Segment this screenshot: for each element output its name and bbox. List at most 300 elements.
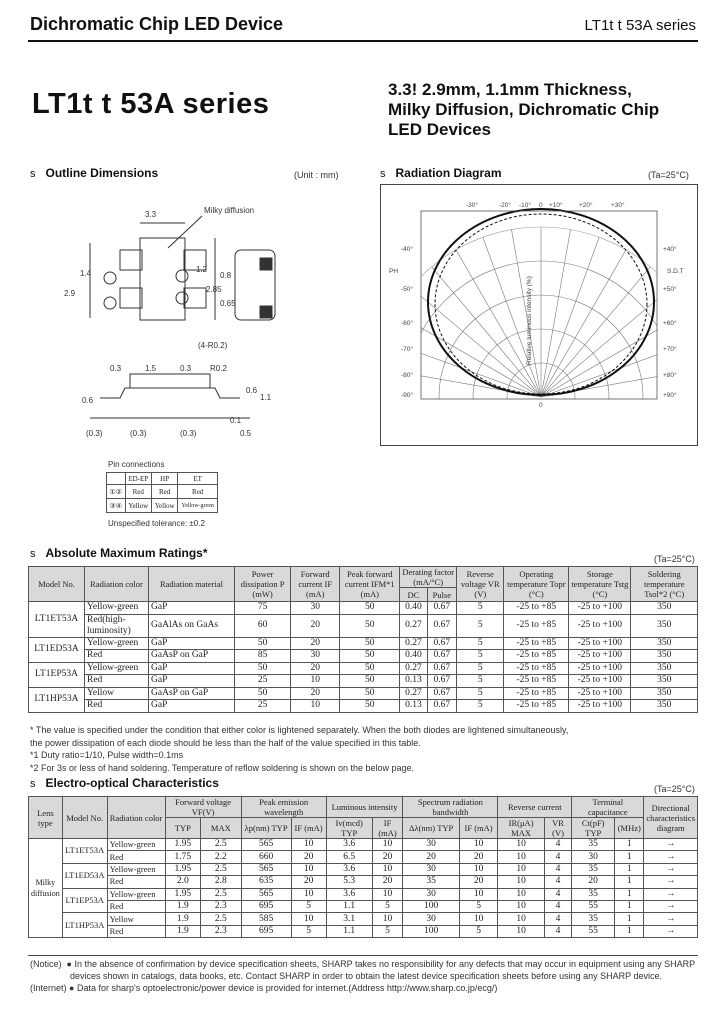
amr-cell-dc: 0.27: [400, 662, 427, 675]
eo-cell-if2: 10: [372, 888, 403, 900]
angle-label: -30°: [466, 202, 478, 209]
amr-condition: (Ta=25°C): [654, 554, 695, 564]
amr-cell-tsol: 350: [631, 662, 698, 675]
side-pad-top: [260, 258, 272, 270]
amr-cell-model: LT1ED53A: [29, 637, 85, 662]
radiation-diagram-box: [380, 184, 698, 446]
dim-065: 0.65: [220, 299, 236, 308]
amr-cell-p: 75: [235, 602, 291, 615]
eo-cell-vr: 4: [544, 876, 571, 888]
subtitle-line-3: LED Devices: [388, 120, 491, 139]
amr-cell-tsol: 350: [631, 687, 698, 700]
amr-cell-mat: GaP: [149, 700, 235, 713]
eo-cell-if2: 20: [372, 876, 403, 888]
eo-cell-if3: 5: [459, 900, 498, 912]
amr-row: [29, 700, 698, 713]
eo-cell-vf_typ: 1.9: [165, 925, 200, 937]
angle-label: +10°: [549, 202, 563, 209]
amr-th-topr: Operating temperature Topr (°C): [504, 567, 569, 602]
eo-cell-if3: 5: [459, 925, 498, 937]
pad-2: [120, 288, 142, 308]
angle-label: -60°: [401, 320, 413, 327]
eo-cell-vr: 4: [544, 888, 571, 900]
dim-285: 2.85: [206, 285, 222, 294]
eo-cell-color: Red: [107, 851, 165, 863]
eo-cell-sw: 35: [403, 876, 459, 888]
dim-14: 1.4: [80, 269, 92, 278]
eo-th-mhz: (MHz): [615, 818, 644, 839]
amr-cell-if: 20: [291, 637, 340, 650]
tolerance-note: Unspecified tolerance: ±0.2: [108, 519, 205, 528]
eo-th-vr: VR (V): [544, 818, 571, 839]
amr-th-dc: DC: [400, 588, 427, 602]
amr-cell-if: 20: [291, 687, 340, 700]
amr-th-p: Power dissipation P (mW): [235, 567, 291, 602]
eo-cell-dir: →: [644, 863, 698, 875]
amr-cell-topr: -25 to +85: [504, 700, 569, 713]
amr-cell-mat: GaP: [149, 675, 235, 688]
dim-h06: 0.6: [82, 396, 94, 405]
pin-label: ③④: [107, 499, 126, 513]
eo-cell-vr: 4: [544, 925, 571, 937]
dim-r012: (4-R0.2): [198, 341, 228, 350]
eo-cell-vf_typ: 1.95: [165, 888, 200, 900]
eo-cell-ir: 10: [498, 863, 544, 875]
eo-th-lp: Peak emission wavelength: [241, 797, 326, 818]
eo-cell-if1: 20: [291, 851, 326, 863]
amr-cell-if: 10: [291, 700, 340, 713]
dim-o03: (0.3): [86, 429, 103, 438]
amr-note: *2 For 3s or less of hand soldering. Temperature of reflow soldering is shown on the below page.: [30, 762, 415, 773]
eo-cell-dir: →: [644, 888, 698, 900]
eo-cell-ct: 30: [572, 851, 615, 863]
amr-row: [29, 687, 698, 700]
eo-th-ct-typ: Ct(pF) TYP: [572, 818, 615, 839]
amr-cell-ifm: 50: [340, 700, 400, 713]
amr-cell-tstg: -25 to +100: [569, 614, 631, 637]
eo-cell-if3: 10: [459, 863, 498, 875]
eo-cell-ct: 35: [572, 913, 615, 925]
angle-label: +40°: [663, 246, 677, 253]
amr-cell-tsol: 350: [631, 602, 698, 615]
eo-cell-ct: 35: [572, 888, 615, 900]
eo-th-ir-max: IR(μA) MAX: [498, 818, 544, 839]
amr-table: [28, 566, 698, 713]
amr-cell-p: 25: [235, 675, 291, 688]
eo-cell-vr: 4: [544, 863, 571, 875]
header-title: Dichromatic Chip LED Device: [30, 14, 284, 34]
eo-cell-lens: Milky diffusion: [29, 839, 63, 938]
angle-label: +80°: [663, 372, 677, 379]
axis-label: Relative luminous intensity (%): [526, 276, 533, 365]
page-subtitle: [388, 80, 708, 140]
eo-row: [29, 888, 698, 900]
radiation-diagram: [381, 185, 697, 445]
amr-cell-dc: 0.40: [400, 602, 427, 615]
eo-cell-vf_max: 2.5: [200, 913, 241, 925]
eo-cell-lp: 695: [241, 925, 291, 937]
eo-cell-vf_max: 2.2: [200, 851, 241, 863]
bullet: s: [30, 168, 36, 180]
eo-heading: [30, 776, 219, 790]
internet-text: ● Data for sharp's optoelectronic/power device is provided for internet.(Address http://www.sharp.co.jp/ecg/): [69, 983, 498, 993]
top-view-body: [140, 238, 185, 320]
eo-cell-ir: 10: [498, 839, 544, 851]
amr-cell-topr: -25 to +85: [504, 602, 569, 615]
pin-connections-title: Pin connections: [108, 460, 165, 469]
page-title: LT1t t 53A series: [32, 88, 270, 120]
eo-th-model: Model No.: [62, 797, 107, 839]
eo-cell-sw: 30: [403, 839, 459, 851]
amr-cell-vr: 5: [457, 662, 504, 675]
amr-cell-if: 20: [291, 662, 340, 675]
eo-cell-iv: 6.5: [326, 851, 372, 863]
amr-th-tsol: Soldering temperature Tsol*2 (°C): [631, 567, 698, 602]
amr-cell-vr: 5: [457, 687, 504, 700]
eo-cell-ir: 10: [498, 925, 544, 937]
eo-cell-vf_max: 2.5: [200, 863, 241, 875]
amr-cell-tstg: -25 to +100: [569, 650, 631, 663]
amr-cell-color: Red: [85, 675, 149, 688]
dim-h06b: 0.6: [246, 386, 258, 395]
subtitle-line-2: Milky Diffusion, Dichromatic Chip: [388, 100, 660, 119]
angle-label: -10°: [519, 202, 531, 209]
amr-th-pulse: Pulse: [427, 588, 457, 602]
eo-cell-vf_typ: 1.95: [165, 839, 200, 851]
amr-body: [29, 602, 698, 713]
amr-cell-tstg: -25 to +100: [569, 675, 631, 688]
amr-note: * The value is specified under the condition that either color is lightened separately. When the both diodes are lightened simultaneously,: [30, 725, 569, 735]
notice-text-2: devices shown in catalogs, data books, etc. Contact SHARP in order to obtain the latest device specification sheets before using any SHARP device.: [70, 971, 663, 981]
eo-cell-ir: 10: [498, 900, 544, 912]
pin-mark-1: [104, 272, 116, 284]
eo-cell-vf_typ: 1.75: [165, 851, 200, 863]
angle-label: -20°: [499, 202, 511, 209]
eo-cell-if1: 10: [291, 888, 326, 900]
eo-th-vf: Forward voltage VF(V): [165, 797, 241, 818]
amr-row: [29, 602, 698, 615]
dim-b15: 1.5: [145, 364, 157, 373]
angle-label: -70°: [401, 346, 413, 353]
amr-cell-tstg: -25 to +100: [569, 602, 631, 615]
eo-row: [29, 839, 698, 851]
amr-cell-pulse: 0.67: [427, 637, 457, 650]
eo-cell-model: LT1HP53A: [62, 913, 107, 938]
amr-cell-dc: 0.13: [400, 700, 427, 713]
eo-cell-ir: 10: [498, 913, 544, 925]
amr-cell-mat: GaP: [149, 602, 235, 615]
amr-cell-ifm: 50: [340, 662, 400, 675]
amr-note: the power dissipation of each diode should be less than the half of the value specified in this table.: [30, 737, 421, 748]
angle-label: -50°: [401, 286, 413, 293]
eo-cell-sw: 30: [403, 913, 459, 925]
eo-cell-ir: 10: [498, 876, 544, 888]
angle-label: +70°: [663, 346, 677, 353]
eo-cell-if2: 5: [372, 900, 403, 912]
eo-cell-ir: 10: [498, 851, 544, 863]
amr-cell-color: Yellow-green: [85, 662, 149, 675]
header-series: LT1t t 53A series: [584, 17, 696, 34]
amr-th-derate: Derating factor (mA/°C): [400, 567, 457, 588]
pin-mark-2: [104, 297, 116, 309]
eo-body: [29, 839, 698, 938]
amr-cell-ifm: 50: [340, 650, 400, 663]
pin-cell: Yellow-green: [178, 499, 218, 513]
eo-row: [29, 913, 698, 925]
angle-label: +20°: [579, 202, 593, 209]
eo-cell-ct: 55: [572, 925, 615, 937]
amr-cell-mat: GaAsP on GaP: [149, 687, 235, 700]
amr-cell-p: 85: [235, 650, 291, 663]
eo-cell-mhz: 1: [615, 839, 644, 851]
amr-cell-dc: 0.27: [400, 614, 427, 637]
eo-th-lens: Lens type: [29, 797, 63, 839]
amr-row: [29, 662, 698, 675]
amr-cell-ifm: 50: [340, 602, 400, 615]
dim-h11: 1.1: [260, 393, 272, 402]
eo-cell-mhz: 1: [615, 913, 644, 925]
amr-cell-ifm: 50: [340, 637, 400, 650]
amr-th-model: Model No.: [29, 567, 85, 602]
amr-th-tstg: Storage temperature Tstg (°C): [569, 567, 631, 602]
eo-cell-if3: 20: [459, 851, 498, 863]
amr-cell-tsol: 350: [631, 637, 698, 650]
eo-cell-sw: 100: [403, 900, 459, 912]
eo-cell-mhz: 1: [615, 900, 644, 912]
amr-notes: [30, 724, 710, 774]
pin-header-blank: [107, 473, 126, 485]
amr-cell-tsol: 350: [631, 650, 698, 663]
amr-row: [29, 637, 698, 650]
eo-cell-if3: 10: [459, 888, 498, 900]
profile-view: [100, 388, 240, 398]
eo-cell-vr: 4: [544, 900, 571, 912]
eo-cell-lp: 635: [241, 876, 291, 888]
eo-th-lp-typ: λp(nm) TYP: [241, 818, 291, 839]
eo-cell-vf_max: 2.3: [200, 925, 241, 937]
angle-label: -90°: [401, 392, 413, 399]
amr-cell-mat: GaAsP on GaP: [149, 650, 235, 663]
pin-cell: Red: [151, 485, 177, 499]
eo-cell-if1: 20: [291, 876, 326, 888]
eo-cell-iv: 3.6: [326, 888, 372, 900]
pin-cell: Yellow: [125, 499, 151, 513]
eo-cell-dir: →: [644, 900, 698, 912]
eo-cell-lp: 565: [241, 888, 291, 900]
dim-i03: (0.3): [130, 429, 147, 438]
pin-cell: Yellow: [151, 499, 177, 513]
dim-h05: 0.5: [240, 429, 252, 438]
eo-row: [29, 851, 698, 863]
amr-note: *1 Duty ratio=1/10, Pulse width=0.1ms: [30, 750, 184, 760]
pin-cell: Red: [125, 485, 151, 499]
amr-cell-mat: GaP: [149, 662, 235, 675]
amr-cell-vr: 5: [457, 650, 504, 663]
footer: [30, 958, 710, 994]
angle-label: -40°: [401, 246, 413, 253]
eo-th-max: MAX: [200, 818, 241, 839]
eo-th-ir: Reverse current: [498, 797, 572, 818]
amr-cell-p: 60: [235, 614, 291, 637]
dim-milky: Milky diffusion: [204, 206, 255, 215]
eo-cell-if3: 10: [459, 839, 498, 851]
amr-cell-tstg: -25 to +100: [569, 687, 631, 700]
pad-4: [184, 288, 206, 308]
eo-th-dir: Directional characteristics diagram: [644, 797, 698, 839]
amr-cell-pulse: 0.67: [427, 662, 457, 675]
eo-cell-lp: 695: [241, 900, 291, 912]
eo-cell-color: Red: [107, 900, 165, 912]
amr-cell-topr: -25 to +85: [504, 687, 569, 700]
bullet: s: [30, 548, 36, 560]
amr-cell-pulse: 0.67: [427, 602, 457, 615]
radiation-heading: [380, 166, 502, 180]
eo-cell-if2: 10: [372, 839, 403, 851]
angle-label: +60°: [663, 320, 677, 327]
pin-mark-3: [176, 292, 188, 304]
eo-cell-iv: 1.1: [326, 925, 372, 937]
angle-label: +50°: [663, 286, 677, 293]
amr-cell-topr: -25 to +85: [504, 614, 569, 637]
amr-cell-vr: 5: [457, 700, 504, 713]
amr-cell-color: Red(high-luminosity): [85, 614, 149, 637]
eo-cell-vf_max: 2.3: [200, 900, 241, 912]
outline-unit: (Unit : mm): [294, 170, 339, 180]
dim-b03a: 0.3: [110, 364, 122, 373]
pin-cell: Red: [178, 485, 218, 499]
eo-cell-if2: 5: [372, 925, 403, 937]
amr-cell-tstg: -25 to +100: [569, 637, 631, 650]
amr-th-color: Radiation color: [85, 567, 149, 602]
amr-cell-tstg: -25 to +100: [569, 662, 631, 675]
eo-row: [29, 876, 698, 888]
header-rule: [28, 40, 698, 42]
eo-cell-sw: 30: [403, 888, 459, 900]
amr-cell-pulse: 0.67: [427, 687, 457, 700]
eo-row: [29, 925, 698, 937]
amr-cell-model: LT1HP53A: [29, 687, 85, 712]
amr-cell-color: Yellow-green: [85, 602, 149, 615]
eo-th-typ: TYP: [165, 818, 200, 839]
pin-mark-4: [176, 270, 188, 282]
dim-r02: R0.2: [210, 364, 227, 373]
eo-cell-lp: 565: [241, 839, 291, 851]
amr-cell-tsol: 350: [631, 614, 698, 637]
eo-row: [29, 900, 698, 912]
eo-cell-vr: 4: [544, 839, 571, 851]
dim-33: 3.3: [145, 210, 157, 219]
amr-cell-vr: 5: [457, 614, 504, 637]
amr-cell-model: LT1EP53A: [29, 662, 85, 687]
amr-cell-p: 50: [235, 637, 291, 650]
eo-cell-dir: →: [644, 876, 698, 888]
amr-cell-tsol: 350: [631, 675, 698, 688]
eo-cell-ir: 10: [498, 888, 544, 900]
pin-header: ED-EP: [125, 473, 151, 485]
eo-cell-ct: 35: [572, 839, 615, 851]
center-label: 0: [539, 402, 543, 409]
eo-cell-vf_max: 2.8: [200, 876, 241, 888]
bullet: s: [380, 168, 386, 180]
eo-cell-model: LT1ED53A: [62, 863, 107, 888]
eo-cell-if2: 10: [372, 913, 403, 925]
eo-cell-if1: 5: [291, 900, 326, 912]
eo-th-if: IF (mA): [459, 818, 498, 839]
eo-cell-sw: 30: [403, 863, 459, 875]
eo-cell-if1: 10: [291, 913, 326, 925]
amr-cell-dc: 0.27: [400, 637, 427, 650]
amr-cell-dc: 0.27: [400, 687, 427, 700]
eo-cell-iv: 3.6: [326, 839, 372, 851]
amr-cell-p: 50: [235, 687, 291, 700]
eo-cell-dir: →: [644, 913, 698, 925]
eo-cell-if1: 10: [291, 863, 326, 875]
angle-label: -80°: [401, 372, 413, 379]
internet-label: (Internet): [30, 983, 67, 993]
eo-cell-iv: 1.1: [326, 900, 372, 912]
dim-o03b: (0.3): [180, 429, 197, 438]
eo-cell-vf_typ: 2.0: [165, 876, 200, 888]
eo-cell-if3: 20: [459, 876, 498, 888]
notice-text: ● In the absence of confirmation by device specification sheets, SHARP takes no responsibility for any defects that may occur in equipment using any SHARP: [66, 959, 696, 969]
eo-cell-iv: 3.1: [326, 913, 372, 925]
radiation-condition: (Ta=25°C): [648, 170, 689, 180]
eo-cell-model: LT1EP53A: [62, 888, 107, 913]
angle-label: +90°: [663, 392, 677, 399]
eo-cell-vf_typ: 1.95: [165, 863, 200, 875]
amr-cell-if: 10: [291, 675, 340, 688]
pad-1: [120, 250, 142, 270]
amr-cell-dc: 0.13: [400, 675, 427, 688]
pin-header: HP: [151, 473, 177, 485]
eo-cell-color: Yellow-green: [107, 839, 165, 851]
angle-label: 0: [539, 202, 543, 209]
eo-table: [28, 796, 698, 938]
eo-th-iv: Luminous intensity: [326, 797, 403, 818]
amr-cell-if: 30: [291, 650, 340, 663]
amr-cell-model: LT1ET53A: [29, 602, 85, 638]
eo-cell-lp: 660: [241, 851, 291, 863]
eo-heading-text: Electro-optical Characteristics: [45, 776, 219, 790]
eo-cell-vf_max: 2.5: [200, 839, 241, 851]
amr-cell-p: 25: [235, 700, 291, 713]
eo-cell-ct: 35: [572, 863, 615, 875]
amr-heading: [30, 546, 208, 560]
eo-cell-mhz: 1: [615, 888, 644, 900]
angle-label: +30°: [611, 202, 625, 209]
eo-th-iv-typ: Iv(mcd) TYP: [326, 818, 372, 839]
eo-cell-ct: 20: [572, 876, 615, 888]
eo-cell-dir: →: [644, 925, 698, 937]
eo-cell-vr: 4: [544, 913, 571, 925]
subtitle-line-1: 3.3! 2.9mm, 1.1mm Thickness,: [388, 80, 632, 99]
amr-cell-vr: 5: [457, 637, 504, 650]
side-pad-bottom: [260, 306, 272, 318]
eo-th-sw-typ: Δλ(nm) TYP: [403, 818, 459, 839]
eo-cell-vf_typ: 1.9: [165, 913, 200, 925]
outline-heading: [30, 166, 158, 180]
eo-cell-mhz: 1: [615, 851, 644, 863]
amr-heading-text: Absolute Maximum Ratings*: [45, 546, 208, 560]
eo-cell-color: Yellow: [107, 913, 165, 925]
notice-label: (Notice): [30, 959, 62, 969]
eo-cell-if2: 10: [372, 863, 403, 875]
eo-cell-dir: →: [644, 851, 698, 863]
eo-cell-dir: →: [644, 839, 698, 851]
pin-label: ①②: [107, 485, 126, 499]
amr-row: [29, 650, 698, 663]
amr-th-material: Radiation material: [149, 567, 235, 602]
